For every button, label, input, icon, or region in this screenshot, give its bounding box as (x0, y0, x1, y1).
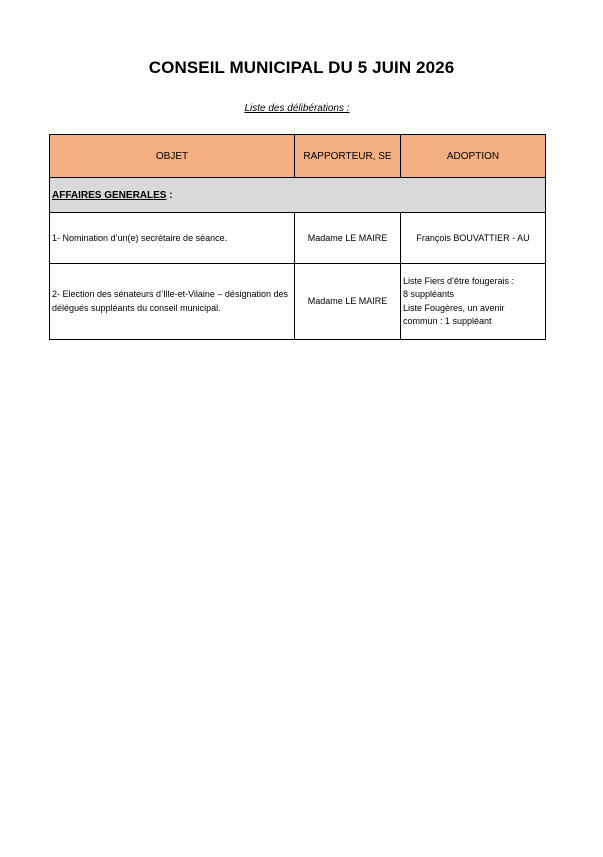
table-row (50, 213, 546, 264)
column-header-adoption: ADOPTION (401, 135, 546, 178)
page-title: CONSEIL MUNICIPAL DU 5 JUIN 2026 (148, 58, 455, 77)
column-header-rapporteur: RAPPORTEUR, SE (295, 135, 401, 178)
cell-objet: 2- Election des sénateurs d’Ille-et-Vilaine – désignation des délégués suppléants du conseil municipal. (50, 264, 295, 340)
cell-objet: 1- Nomination d’un(e) secrétaire de séance. (50, 213, 295, 264)
cell-adoption: François BOUVATTIER - AU (401, 213, 546, 264)
cell-rapporteur: Madame LE MAIRE (295, 264, 401, 340)
section-suffix: : (166, 189, 173, 201)
section-cell (50, 178, 546, 213)
table-row (50, 264, 546, 340)
adoption-line: Liste Fiers d’être fougerais : (403, 276, 515, 287)
adoption-line: commun : 1 suppléant (403, 315, 492, 326)
section-row (50, 178, 546, 213)
table-header-row (50, 135, 546, 178)
subtitle: Liste des délibérations : (244, 103, 350, 114)
cell-rapporteur: Madame LE MAIRE (295, 213, 401, 264)
adoption-line: 8 suppléants (403, 289, 455, 300)
cell-adoption (401, 264, 546, 340)
section-label: AFFAIRES GENERALES (52, 189, 167, 201)
adoption-line: Liste Fougères, un avenir (403, 302, 505, 313)
column-header-objet: OBJET (50, 135, 295, 178)
deliberations-table (49, 134, 546, 340)
